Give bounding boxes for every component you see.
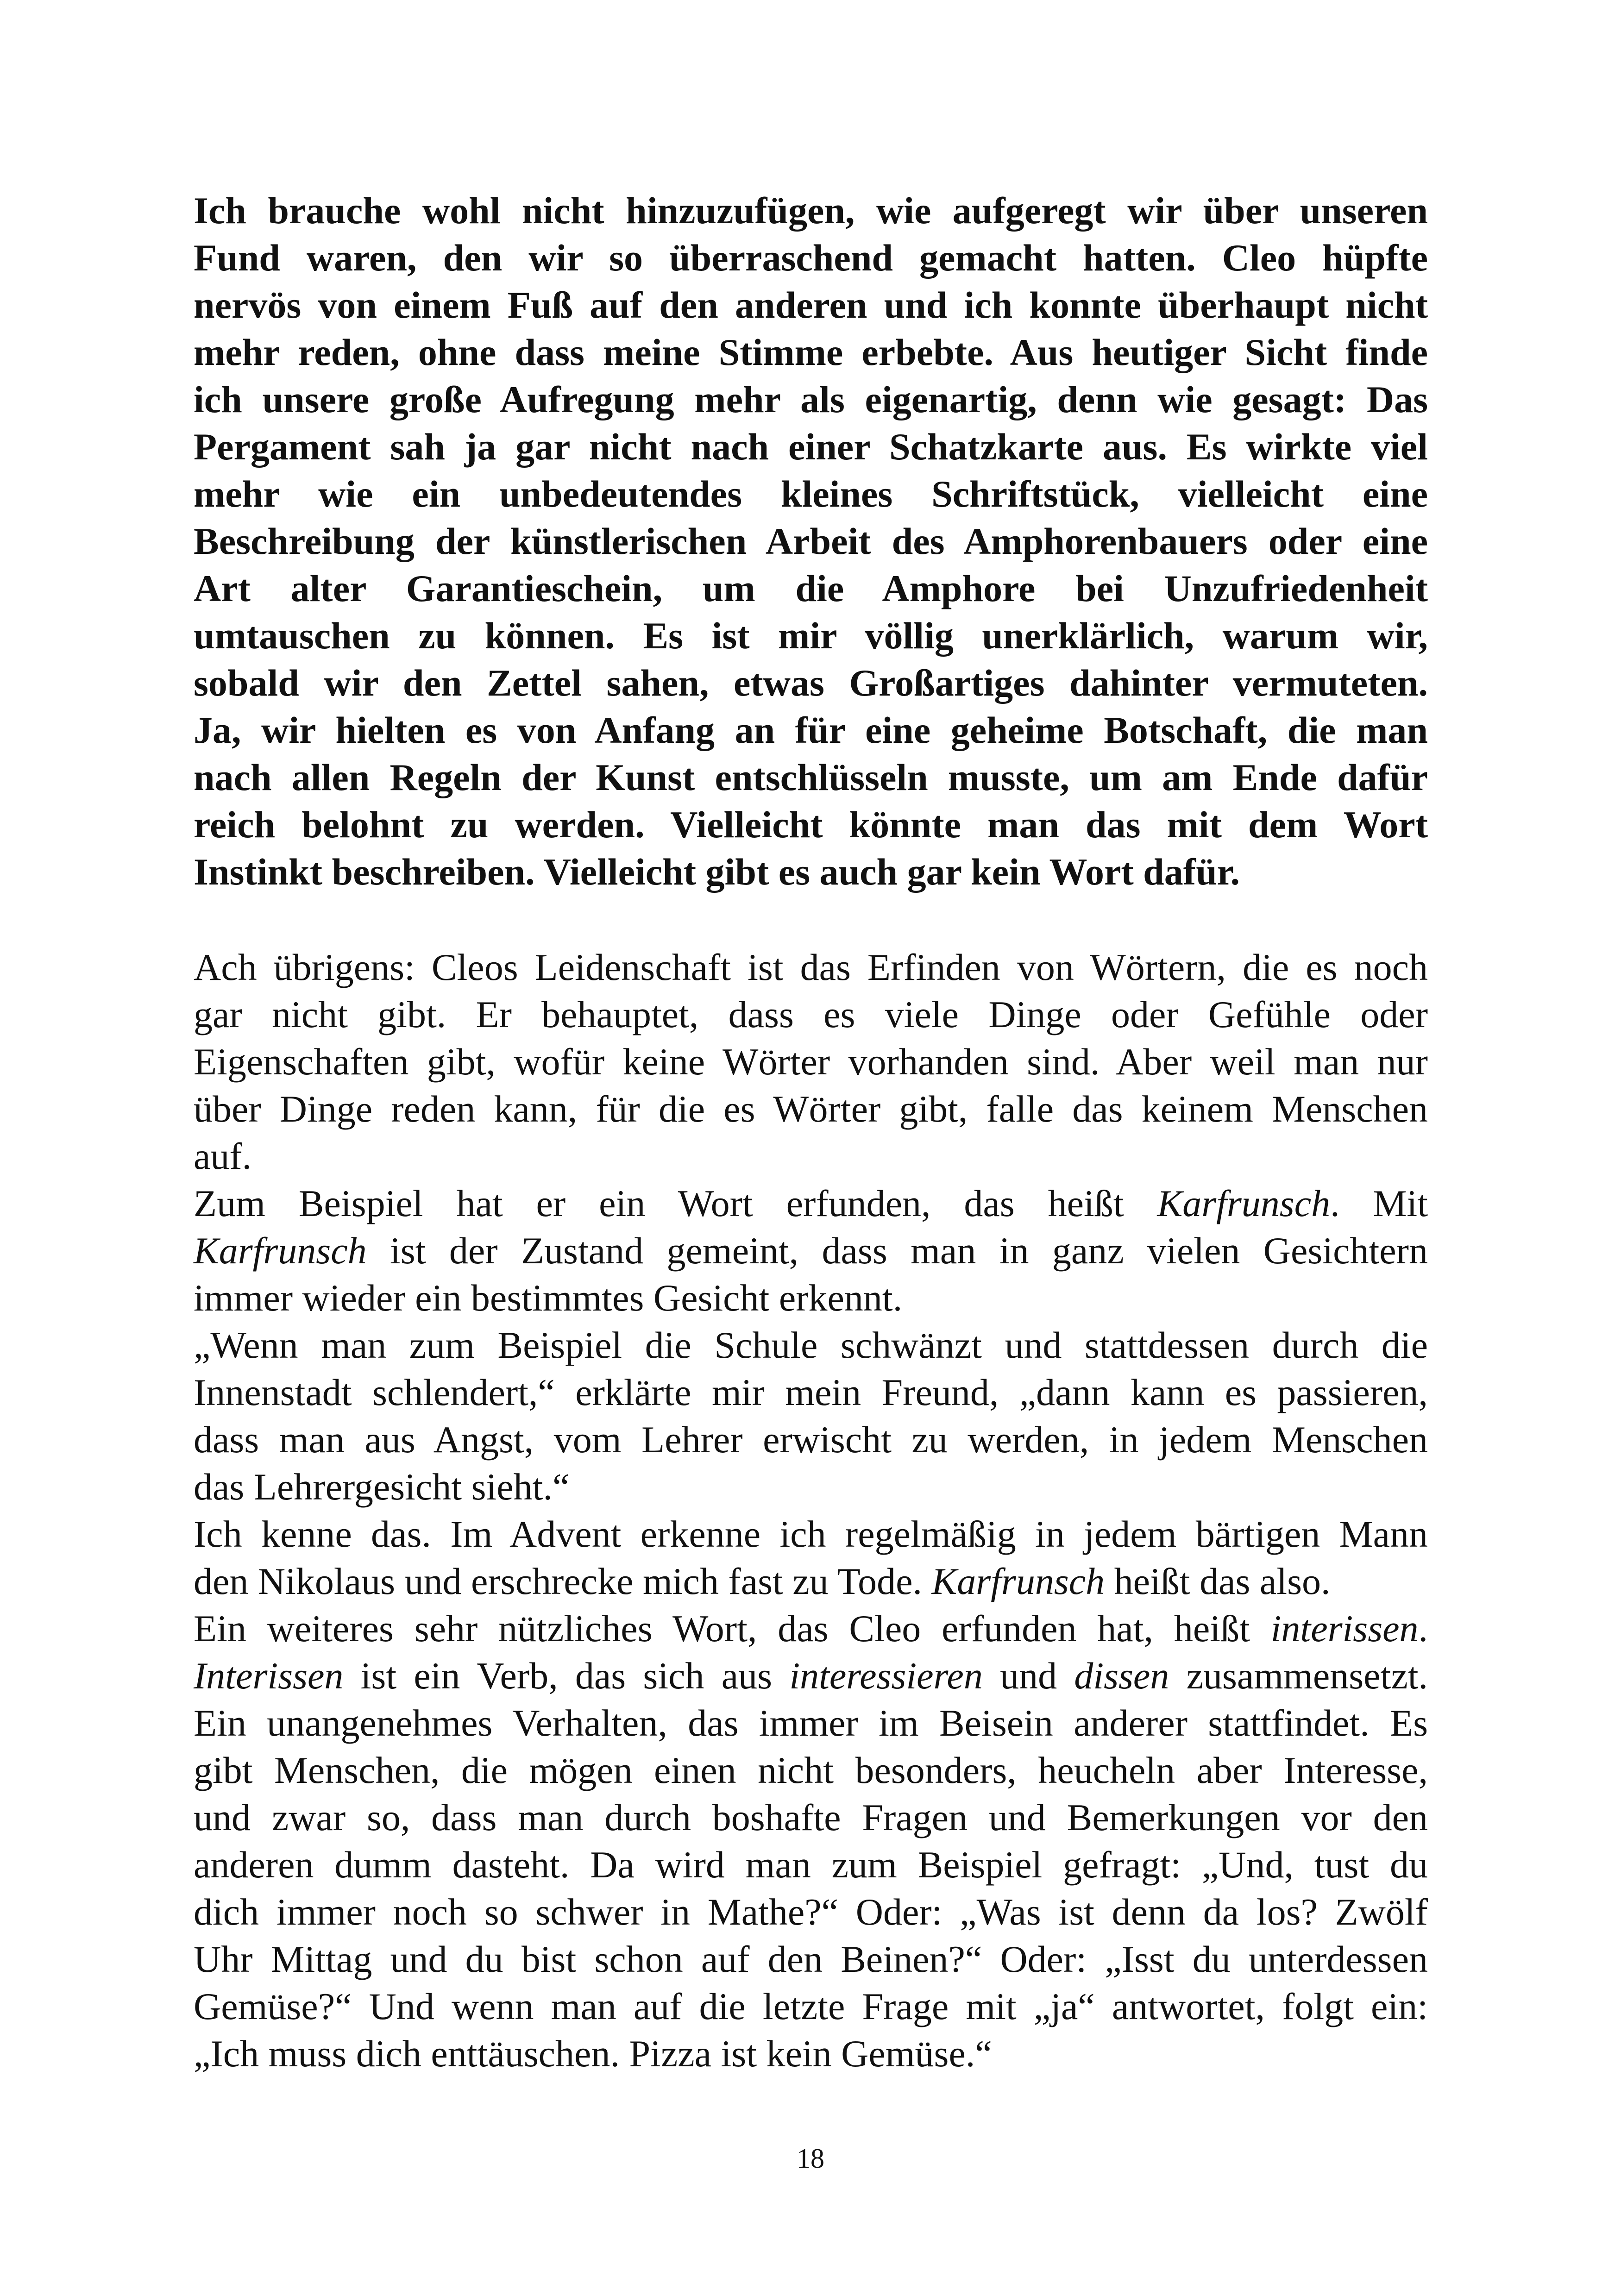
text-run: zusammensetzt. (1169, 1655, 1428, 1697)
italic-term: dissen (1074, 1655, 1169, 1697)
italic-term: Karfrunsch (931, 1560, 1105, 1602)
text-line: nervös von einem Fuß auf den anderen und ich konnte überhaupt nicht (194, 284, 1428, 326)
text-line: Ich kenne das. Im Advent erkenne ich regelmäßig in jedem bärtigen Mann (194, 1513, 1428, 1555)
text-line: über Dinge reden kann, für die es Wörter gibt, falle das keinem Menschen (194, 1088, 1428, 1130)
text-run: . Mit (1330, 1182, 1428, 1224)
body-text (194, 944, 1428, 2077)
text-run: den Nikolaus und erschrecke mich fast zu Tode. (194, 1560, 932, 1602)
text-line: sobald wir den Zettel sahen, etwas Großartiges dahinter vermuteten. (194, 662, 1428, 704)
paragraph-interissen (194, 1605, 1428, 2077)
paragraph-cleos-leidenschaft (194, 944, 1428, 1180)
text-line: Ach übrigens: Cleos Leidenschaft ist das Erfinden von Wörtern, die es noch (194, 946, 1428, 988)
text-run: Ein weiteres sehr nützliches Wort, das Cleo erfunden hat, heißt (194, 1607, 1271, 1650)
page-number: 18 (797, 2143, 824, 2174)
text-line: gibt Menschen, die mögen einen nicht besonders, heucheln aber Interesse, (194, 1749, 1428, 1791)
text-line: Pergament sah ja gar nicht nach einer Schatzkarte aus. Es wirkte viel (194, 426, 1428, 468)
paragraph-quote-schule (194, 1322, 1428, 1511)
text-line: ich unsere große Aufregung mehr als eigenartig, denn wie gesagt: Das (194, 378, 1428, 420)
italic-term: interissen (1270, 1607, 1419, 1650)
text-line: gar nicht gibt. Er behauptet, dass es viele Dinge oder Gefühle oder (194, 993, 1428, 1035)
paragraph-advent (194, 1511, 1428, 1605)
italic-term: Interissen (194, 1655, 344, 1697)
text-line: Uhr Mittag und du bist schon auf den Beinen?“ Oder: „Isst du unterdessen (194, 1938, 1428, 1980)
italic-term: Karfrunsch (1157, 1182, 1331, 1224)
text-line: Ich brauche wohl nicht hinzuzufügen, wie aufgeregt wir über unseren (194, 189, 1428, 232)
text-line (194, 1227, 1428, 1274)
text-line: das Lehrergesicht sieht.“ (194, 1466, 570, 1508)
text-run: ist ein Verb, das sich aus (343, 1655, 790, 1697)
text-run: und (982, 1655, 1074, 1697)
text-line: Ein unangenehmes Verhalten, das immer im Beisein anderer stattfindet. Es (194, 1702, 1428, 1744)
text-line: Art alter Garantieschein, um die Amphore bei Unzufriedenheit (194, 567, 1428, 609)
text-line: dass man aus Angst, vom Lehrer erwischt zu werden, in jedem Menschen (194, 1418, 1428, 1461)
text-line: umtauschen zu können. Es ist mir völlig unerklärlich, warum wir, (194, 615, 1428, 657)
text-line: Ja, wir hielten es von Anfang an für eine geheime Botschaft, die man (194, 709, 1428, 751)
text-line (194, 1558, 1428, 1605)
paragraph-karfrunsch (194, 1180, 1428, 1322)
text-line (194, 1652, 1428, 1700)
text-run: ist der Zustand gemeint, dass man in ganz vielen Gesichtern (366, 1230, 1428, 1272)
text-line: auf. (194, 1135, 252, 1177)
text-run: heißt das also. (1105, 1560, 1331, 1602)
text-line: und zwar so, dass man durch boshafte Fragen und Bemerkungen vor den (194, 1796, 1428, 1838)
text-line: dich immer noch so schwer in Mathe?“ Oder: „Was ist denn da los? Zwölf (194, 1891, 1428, 1933)
italic-term: interessieren (789, 1655, 983, 1697)
text-line: Beschreibung der künstlerischen Arbeit des Amphorenbauers oder eine (194, 520, 1428, 562)
bold-intro-paragraph (194, 187, 1428, 896)
text-line: anderen dumm dasteht. Da wird man zum Beispiel gefragt: „Und, tust du (194, 1844, 1428, 1886)
text-run: Zum Beispiel hat er ein Wort erfunden, das heißt (194, 1182, 1157, 1224)
text-line: „Wenn man zum Beispiel die Schule schwänzt und stattdessen durch die (194, 1324, 1428, 1366)
text-line (194, 1180, 1428, 1227)
text-line (194, 1605, 1428, 1652)
text-line: mehr reden, ohne dass meine Stimme erbebte. Aus heutiger Sicht finde (194, 331, 1428, 373)
text-line: reich belohnt zu werden. Vielleicht könnte man das mit dem Wort (194, 803, 1428, 846)
text-line: Fund waren, den wir so überraschend gemacht hatten. Cleo hüpfte (194, 237, 1428, 279)
text-line: Innenstadt schlendert,“ erklärte mir mein Freund, „dann kann es passieren, (194, 1371, 1428, 1413)
italic-term: Karfrunsch (194, 1230, 367, 1272)
text-line: nach allen Regeln der Kunst entschlüsseln musste, um am Ende dafür (194, 756, 1428, 798)
text-run: . (1418, 1607, 1428, 1650)
text-line: „Ich muss dich enttäuschen. Pizza ist kein Gemüse.“ (194, 2033, 992, 2075)
text-line: Eigenschaften gibt, wofür keine Wörter vorhanden sind. Aber weil man nur (194, 1041, 1428, 1083)
text-line: Instinkt beschreiben. Vielleicht gibt es auch gar kein Wort dafür. (194, 851, 1240, 893)
text-line: mehr wie ein unbedeutendes kleines Schriftstück, vielleicht eine (194, 473, 1428, 515)
text-line: immer wieder ein bestimmtes Gesicht erkennt. (194, 1277, 903, 1319)
text-line: Gemüse?“ Und wenn man auf die letzte Frage mit „ja“ antwortet, folgt ein: (194, 1985, 1428, 2027)
